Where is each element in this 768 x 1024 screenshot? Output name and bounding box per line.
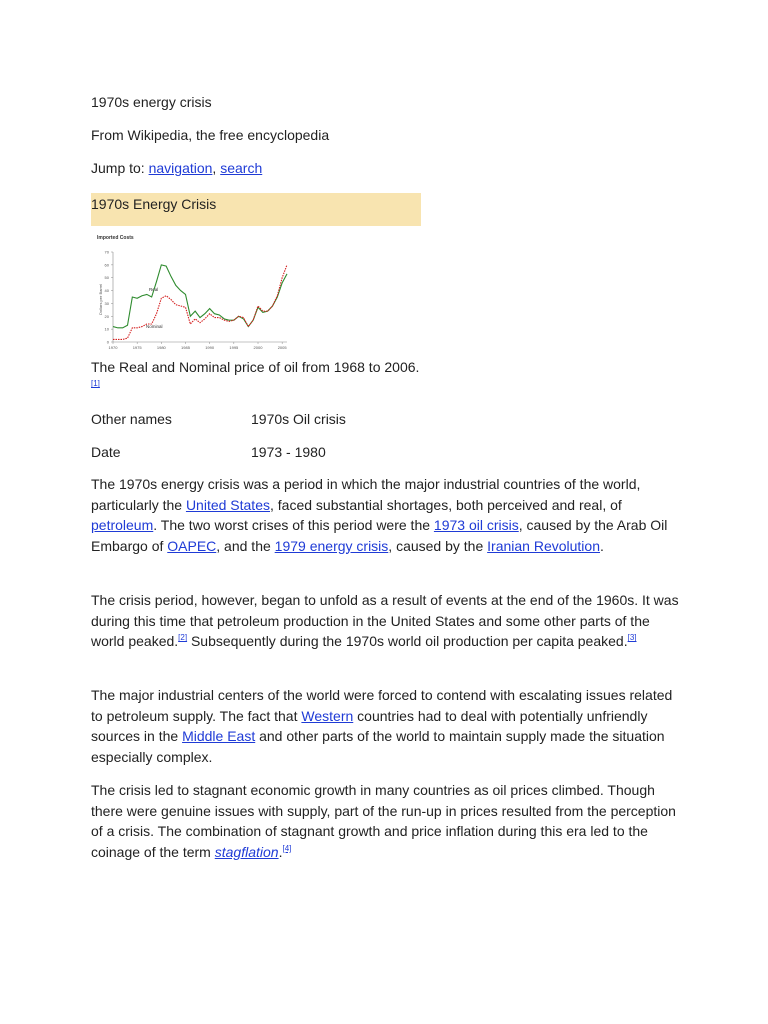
text: , caused by the (388, 537, 488, 554)
paragraph-stagflation (91, 780, 681, 862)
article-subtitle: From Wikipedia, the free encyclopedia (91, 127, 330, 143)
text: The major industrial centers of the world were forced to contend with escalating issues related to petroleum supply. The fact that (91, 687, 673, 724)
y-tick-label: 40 (104, 288, 109, 294)
western-link[interactable]: Western (301, 707, 354, 724)
infobox-value: 1973 - 1980 (251, 444, 326, 460)
infobox-header (91, 193, 421, 226)
ref-link-3[interactable]: [3] (627, 633, 637, 643)
series-line-real (113, 265, 287, 328)
text: , and the (216, 537, 275, 554)
y-tick-label: 0 (106, 339, 109, 345)
infobox-value: 1970s Oil crisis (251, 411, 346, 427)
iranian-revolution-link[interactable]: Iranian Revolution (487, 537, 600, 554)
petroleum-link[interactable]: petroleum (91, 517, 154, 533)
text: . The two worst crises of this period were the (153, 517, 434, 533)
x-tick-label: 1990 (205, 345, 215, 350)
text: countries had to deal with potentially unfriendly sources in the (91, 707, 648, 744)
chart-ylabel: Dollars per Barrel (98, 283, 103, 315)
series-line-nominal (113, 265, 287, 340)
jump-to-bar (91, 160, 262, 176)
jump-separator: , (212, 160, 221, 176)
oil-crisis-1973-link[interactable]: 1973 oil crisis (433, 517, 519, 533)
y-tick-label: 10 (104, 326, 109, 332)
x-tick-label: 1970 (108, 345, 118, 350)
y-tick-label: 60 (104, 262, 109, 268)
text: , faced substantial shortages, both perceived and real, of (270, 496, 622, 513)
text: . (600, 537, 604, 554)
ref-link-2[interactable]: [2] (178, 633, 188, 643)
infobox-caption (91, 357, 421, 397)
series-label-real: Real (149, 287, 159, 292)
energy-crisis-1979-link[interactable]: 1979 energy crisis (274, 537, 389, 554)
x-tick-label: 2000 (253, 345, 263, 350)
x-tick-label: 1980 (156, 345, 166, 350)
paragraph-intro (91, 474, 681, 556)
x-tick-label: 1995 (229, 345, 239, 350)
y-tick-label: 20 (104, 313, 109, 319)
stagflation-link[interactable]: stagflation (214, 843, 279, 860)
y-tick-label: 50 (104, 275, 109, 281)
text: and other parts of the world to maintain supply made the situation especially complex. (91, 728, 665, 765)
oapec-link[interactable]: OAPEC (167, 537, 217, 554)
x-tick-label: 1975 (132, 345, 142, 350)
oil-price-chart[interactable] (91, 230, 291, 355)
navigation-link[interactable]: navigation (148, 160, 213, 176)
infobox-key: Date (91, 444, 121, 460)
caption-text: The Real and Nominal price of oil from 1968 to 2006. (91, 359, 420, 375)
text: . (278, 843, 283, 860)
text: The crisis period, however, began to unfold as a result of events at the end of the 1960s. It was during this time that petroleum production in the United States and some other parts of the world peaked. (91, 592, 679, 649)
text: The crisis led to stagnant economic growth in many countries as oil prices climbed. Though there were genuine issues with supply, part of the run-up in prices resulted from the perception of a crisis. The combination of stagnant growth and price inflation during this era led to the coinage of the term (91, 782, 676, 860)
united-states-link[interactable]: United States (185, 496, 270, 513)
text: , caused by the Arab Oil Embargo of (91, 517, 668, 554)
series-label-nominal: Nominal (146, 324, 163, 329)
ref-link-4[interactable]: [4] (282, 843, 292, 853)
paragraph-supply (91, 685, 681, 767)
infobox-title: 1970s Energy Crisis (91, 196, 217, 212)
text: The 1970s energy crisis was a period in which the major industrial countries of the world, particularly the (91, 476, 641, 513)
search-link[interactable]: search (220, 160, 263, 176)
x-tick-label: 1985 (181, 345, 190, 350)
x-tick-label: 2005 (277, 345, 287, 350)
paragraph-origins (91, 590, 681, 652)
y-tick-label: 30 (104, 300, 109, 306)
middle-east-link[interactable]: Middle East (182, 728, 256, 744)
infobox-key: Other names (91, 411, 172, 427)
article-title: 1970s energy crisis (91, 94, 212, 110)
y-tick-label: 70 (104, 249, 109, 255)
caption-ref-link[interactable]: [1] (91, 379, 100, 389)
text: Subsequently during the 1970s world oil production per capita peaked. (187, 633, 628, 649)
chart-title: Imported Costs (97, 235, 134, 241)
jump-prefix: Jump to: (91, 160, 149, 176)
